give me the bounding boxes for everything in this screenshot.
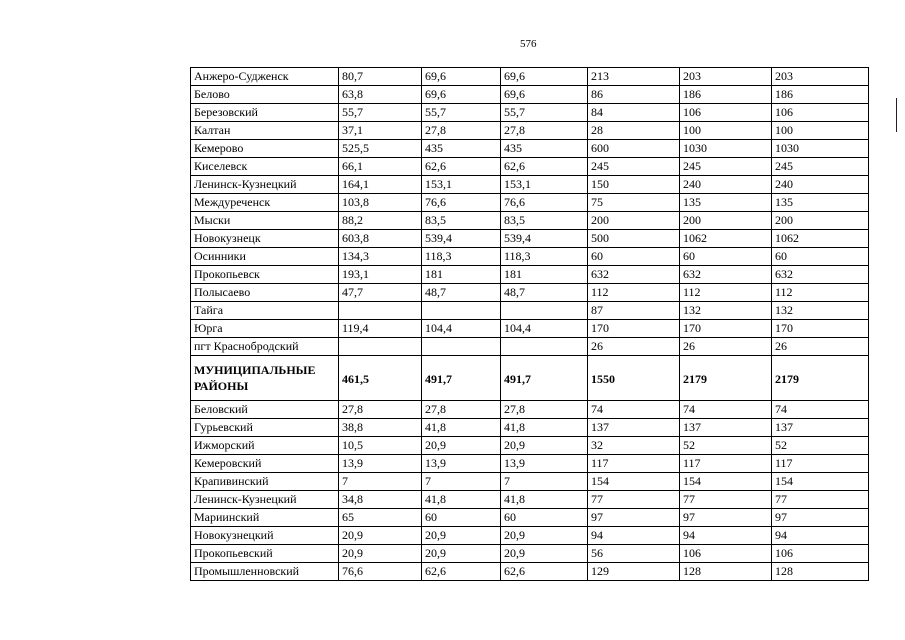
value-cell: 41,8: [501, 491, 588, 509]
value-cell: 2179: [680, 356, 772, 401]
value-cell: 69,6: [422, 68, 501, 86]
value-cell: 135: [772, 194, 869, 212]
value-cell: 27,8: [422, 122, 501, 140]
row-name-cell: Мариинский: [191, 509, 339, 527]
value-cell: 83,5: [501, 212, 588, 230]
value-cell: 525,5: [339, 140, 422, 158]
value-cell: 154: [588, 473, 680, 491]
row-name-cell: Кемерово: [191, 140, 339, 158]
row-name-cell: МУНИЦИПАЛЬНЫЕ РАЙОНЫ: [191, 356, 339, 401]
row-name-cell: Ленинск-Кузнецкий: [191, 491, 339, 509]
value-cell: 632: [588, 266, 680, 284]
value-cell: 128: [772, 563, 869, 581]
value-cell: 94: [680, 527, 772, 545]
value-cell: 13,9: [422, 455, 501, 473]
value-cell: 27,8: [339, 401, 422, 419]
value-cell: 28: [588, 122, 680, 140]
value-cell: 112: [680, 284, 772, 302]
value-cell: 118,3: [501, 248, 588, 266]
table-row: [191, 320, 869, 338]
value-cell: 164,1: [339, 176, 422, 194]
value-cell: 20,9: [422, 527, 501, 545]
value-cell: 56: [588, 545, 680, 563]
value-cell: 26: [772, 338, 869, 356]
table-row: [191, 491, 869, 509]
row-name-cell: Осинники: [191, 248, 339, 266]
value-cell: 213: [588, 68, 680, 86]
row-name-cell: Прокопьевск: [191, 266, 339, 284]
value-cell: 153,1: [501, 176, 588, 194]
row-name-cell: Беловский: [191, 401, 339, 419]
value-cell: 13,9: [501, 455, 588, 473]
value-cell: 47,7: [339, 284, 422, 302]
table-row: [191, 194, 869, 212]
table-row: [191, 527, 869, 545]
data-table: [190, 67, 869, 581]
row-name-cell: Ижморский: [191, 437, 339, 455]
value-cell: 245: [680, 158, 772, 176]
value-cell: 38,8: [339, 419, 422, 437]
value-cell: 84: [588, 104, 680, 122]
value-cell: 69,6: [501, 68, 588, 86]
table-row: [191, 338, 869, 356]
value-cell: 97: [680, 509, 772, 527]
row-name-cell: Ленинск-Кузнецкий: [191, 176, 339, 194]
value-cell: 76,6: [422, 194, 501, 212]
value-cell: 170: [680, 320, 772, 338]
value-cell: 77: [680, 491, 772, 509]
value-cell: 27,8: [501, 122, 588, 140]
value-cell: 153,1: [422, 176, 501, 194]
value-cell: 75: [588, 194, 680, 212]
table-row: [191, 419, 869, 437]
page-number: 576: [520, 38, 537, 50]
value-cell: 240: [772, 176, 869, 194]
value-cell: 86: [588, 86, 680, 104]
value-cell: 106: [772, 104, 869, 122]
value-cell: 60: [772, 248, 869, 266]
table-row: [191, 140, 869, 158]
value-cell: 154: [680, 473, 772, 491]
value-cell: 100: [680, 122, 772, 140]
table-row: [191, 455, 869, 473]
table-row: [191, 248, 869, 266]
row-name-cell: Новокузнецкий: [191, 527, 339, 545]
value-cell: 97: [772, 509, 869, 527]
value-cell: 55,7: [422, 104, 501, 122]
value-cell: 77: [772, 491, 869, 509]
value-cell: 117: [588, 455, 680, 473]
value-cell: 500: [588, 230, 680, 248]
value-cell: 200: [588, 212, 680, 230]
value-cell: 55,7: [339, 104, 422, 122]
value-cell: [339, 338, 422, 356]
value-cell: 186: [680, 86, 772, 104]
row-name-cell: Мыски: [191, 212, 339, 230]
value-cell: 539,4: [501, 230, 588, 248]
table-row: [191, 176, 869, 194]
value-cell: 48,7: [501, 284, 588, 302]
table-row: [191, 68, 869, 86]
value-cell: [501, 302, 588, 320]
value-cell: 203: [772, 68, 869, 86]
value-cell: 129: [588, 563, 680, 581]
value-cell: 106: [680, 545, 772, 563]
value-cell: 106: [772, 545, 869, 563]
value-cell: 200: [772, 212, 869, 230]
value-cell: 60: [588, 248, 680, 266]
value-cell: 34,8: [339, 491, 422, 509]
value-cell: 137: [588, 419, 680, 437]
value-cell: 137: [772, 419, 869, 437]
value-cell: 1030: [772, 140, 869, 158]
table-row: [191, 230, 869, 248]
value-cell: 37,1: [339, 122, 422, 140]
value-cell: 65: [339, 509, 422, 527]
value-cell: 10,5: [339, 437, 422, 455]
value-cell: 41,8: [501, 419, 588, 437]
table-row: [191, 212, 869, 230]
table-row: [191, 284, 869, 302]
value-cell: 62,6: [501, 158, 588, 176]
value-cell: 20,9: [501, 545, 588, 563]
table-row: [191, 266, 869, 284]
value-cell: [339, 302, 422, 320]
row-name-cell: Междуреченск: [191, 194, 339, 212]
value-cell: 150: [588, 176, 680, 194]
value-cell: 186: [772, 86, 869, 104]
value-cell: 103,8: [339, 194, 422, 212]
value-cell: 100: [772, 122, 869, 140]
row-name-cell: Калтан: [191, 122, 339, 140]
value-cell: 137: [680, 419, 772, 437]
table-row: [191, 86, 869, 104]
value-cell: 74: [680, 401, 772, 419]
row-name-cell: Крапивинский: [191, 473, 339, 491]
value-cell: 600: [588, 140, 680, 158]
row-name-cell: Промышленновский: [191, 563, 339, 581]
value-cell: 94: [772, 527, 869, 545]
value-cell: 63,8: [339, 86, 422, 104]
value-cell: 106: [680, 104, 772, 122]
value-cell: 20,9: [422, 437, 501, 455]
value-cell: 245: [772, 158, 869, 176]
value-cell: 181: [422, 266, 501, 284]
value-cell: 603,8: [339, 230, 422, 248]
value-cell: 52: [772, 437, 869, 455]
value-cell: 117: [680, 455, 772, 473]
value-cell: 132: [680, 302, 772, 320]
value-cell: 20,9: [501, 527, 588, 545]
value-cell: [501, 338, 588, 356]
value-cell: 1062: [680, 230, 772, 248]
table-row: [191, 158, 869, 176]
value-cell: 60: [422, 509, 501, 527]
value-cell: 87: [588, 302, 680, 320]
value-cell: 62,6: [501, 563, 588, 581]
value-cell: 539,4: [422, 230, 501, 248]
table-row: [191, 401, 869, 419]
value-cell: 26: [588, 338, 680, 356]
table-row: [191, 302, 869, 320]
value-cell: 52: [680, 437, 772, 455]
value-cell: 117: [772, 455, 869, 473]
value-cell: 74: [588, 401, 680, 419]
value-cell: 76,6: [501, 194, 588, 212]
value-cell: 27,8: [501, 401, 588, 419]
table-row: [191, 437, 869, 455]
value-cell: 193,1: [339, 266, 422, 284]
row-name-cell: Анжеро-Судженск: [191, 68, 339, 86]
value-cell: 1062: [772, 230, 869, 248]
row-name-cell: Белово: [191, 86, 339, 104]
value-cell: 13,9: [339, 455, 422, 473]
table-row: [191, 473, 869, 491]
value-cell: 62,6: [422, 158, 501, 176]
value-cell: 240: [680, 176, 772, 194]
value-cell: 7: [422, 473, 501, 491]
value-cell: [422, 302, 501, 320]
value-cell: 135: [680, 194, 772, 212]
row-name-cell: Киселевск: [191, 158, 339, 176]
value-cell: 104,4: [422, 320, 501, 338]
value-cell: 118,3: [422, 248, 501, 266]
value-cell: 461,5: [339, 356, 422, 401]
value-cell: 200: [680, 212, 772, 230]
row-name-cell: Кемеровский: [191, 455, 339, 473]
value-cell: 491,7: [501, 356, 588, 401]
value-cell: 20,9: [339, 545, 422, 563]
value-cell: 632: [680, 266, 772, 284]
value-cell: 435: [501, 140, 588, 158]
value-cell: 76,6: [339, 563, 422, 581]
value-cell: 41,8: [422, 491, 501, 509]
value-cell: 83,5: [422, 212, 501, 230]
value-cell: 170: [772, 320, 869, 338]
row-name-cell: Полысаево: [191, 284, 339, 302]
section-row: [191, 356, 869, 401]
value-cell: 154: [772, 473, 869, 491]
row-name-cell: Тайга: [191, 302, 339, 320]
value-cell: 66,1: [339, 158, 422, 176]
value-cell: 27,8: [422, 401, 501, 419]
row-name-cell: Прокопьевский: [191, 545, 339, 563]
value-cell: 60: [501, 509, 588, 527]
row-name-cell: Березовский: [191, 104, 339, 122]
value-cell: 119,4: [339, 320, 422, 338]
value-cell: 632: [772, 266, 869, 284]
value-cell: 77: [588, 491, 680, 509]
value-cell: 20,9: [422, 545, 501, 563]
margin-mark: [896, 98, 897, 132]
value-cell: 1030: [680, 140, 772, 158]
value-cell: 20,9: [501, 437, 588, 455]
value-cell: 88,2: [339, 212, 422, 230]
value-cell: 491,7: [422, 356, 501, 401]
value-cell: 69,6: [422, 86, 501, 104]
value-cell: 74: [772, 401, 869, 419]
value-cell: 60: [680, 248, 772, 266]
value-cell: 170: [588, 320, 680, 338]
value-cell: [422, 338, 501, 356]
value-cell: 26: [680, 338, 772, 356]
value-cell: 134,3: [339, 248, 422, 266]
table-row: [191, 122, 869, 140]
value-cell: 94: [588, 527, 680, 545]
value-cell: 55,7: [501, 104, 588, 122]
value-cell: 203: [680, 68, 772, 86]
table-row: [191, 104, 869, 122]
value-cell: 7: [501, 473, 588, 491]
value-cell: 181: [501, 266, 588, 284]
table-row: [191, 545, 869, 563]
row-name-cell: Гурьевский: [191, 419, 339, 437]
table-row: [191, 509, 869, 527]
value-cell: 62,6: [422, 563, 501, 581]
value-cell: 20,9: [339, 527, 422, 545]
value-cell: 112: [588, 284, 680, 302]
table-row: [191, 563, 869, 581]
value-cell: 41,8: [422, 419, 501, 437]
value-cell: 128: [680, 563, 772, 581]
value-cell: 104,4: [501, 320, 588, 338]
value-cell: 32: [588, 437, 680, 455]
value-cell: 97: [588, 509, 680, 527]
row-name-cell: Новокузнецк: [191, 230, 339, 248]
value-cell: 69,6: [501, 86, 588, 104]
value-cell: 435: [422, 140, 501, 158]
value-cell: 132: [772, 302, 869, 320]
value-cell: 112: [772, 284, 869, 302]
value-cell: 7: [339, 473, 422, 491]
value-cell: 48,7: [422, 284, 501, 302]
row-name-cell: пгт Краснобродский: [191, 338, 339, 356]
value-cell: 1550: [588, 356, 680, 401]
value-cell: 80,7: [339, 68, 422, 86]
value-cell: 2179: [772, 356, 869, 401]
row-name-cell: Юрга: [191, 320, 339, 338]
value-cell: 245: [588, 158, 680, 176]
